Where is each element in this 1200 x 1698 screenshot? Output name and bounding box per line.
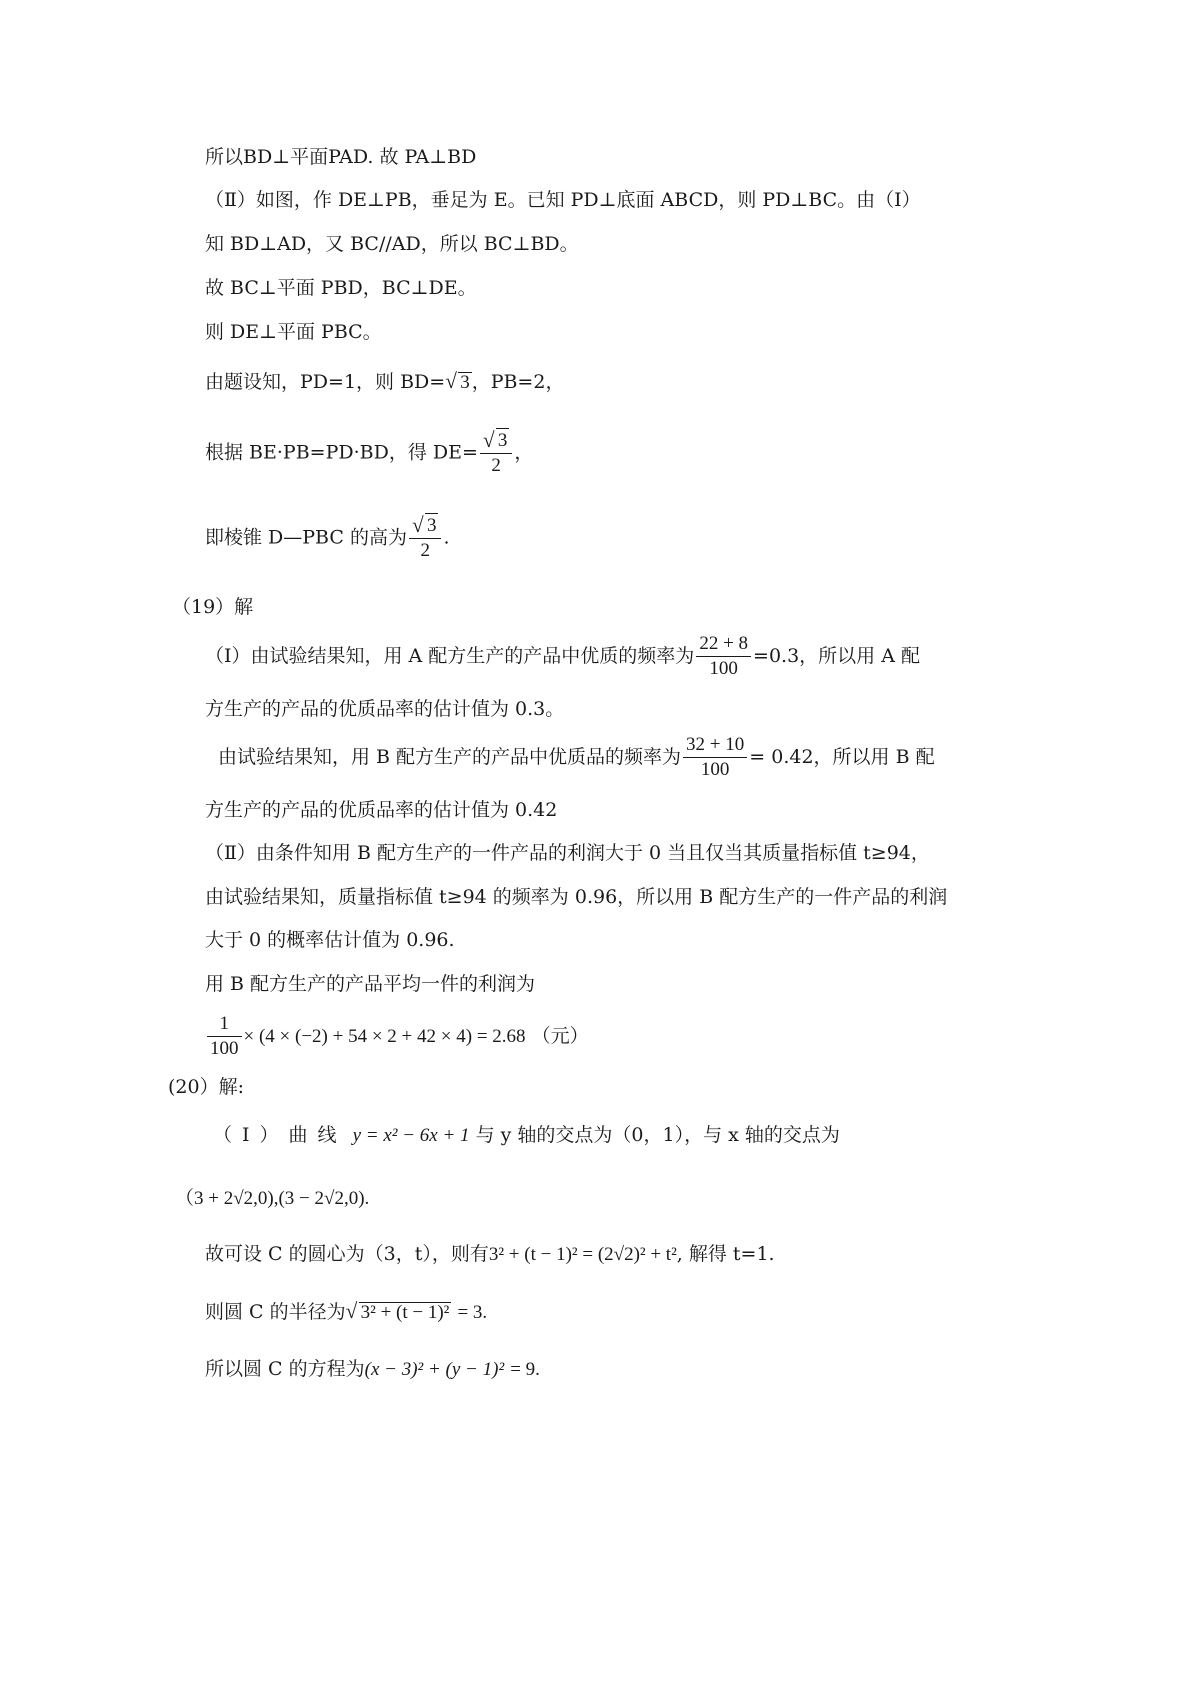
radius-sqrt: √ 3² + (t − 1)²	[346, 1302, 452, 1322]
fraction-one-hundredth: $\frac{1}{100}$	[207, 1012, 242, 1061]
line-19-part2-a: （Ⅱ）由条件知用 B 配方生产的一件产品的利润大于 0 当且仅当其质量指标值 t≥94，	[205, 842, 930, 864]
question-19-heading: （19）解	[172, 596, 254, 618]
line-19-part1-a: （Ⅰ）由试验结果知，用 A 配方生产的产品中优质的频率为 $\frac{22 + 8}{100}$ =0.3，所以用 A 配	[205, 633, 920, 679]
curve-equation: y = x² − 6x + 1	[352, 1125, 470, 1146]
line-bd-perp-pad: 所以BD⊥平面PAD. 故 PA⊥BD	[205, 146, 477, 168]
line-20-part1-a: （Ⅰ）曲线 y = x² − 6x + 1 与 y 轴的交点为（0，1），与 x 轴的交点为	[213, 1124, 840, 1146]
fraction-a-ratio: $\frac{22 + 8}{100}$	[696, 632, 751, 681]
fraction-sqrt3-over-2: √ $\frac{3}{2}$	[480, 428, 513, 478]
line-given-lengths: 由题设知，PD=1，则 BD=√ 3 ，PB=2，	[205, 372, 564, 392]
line-20-x-intercepts: （3 + 2√2,0),(3 − 2√2,0).	[175, 1188, 370, 1209]
circle-standard-form: (x − 3)² + (y − 1)²	[364, 1359, 505, 1380]
line-20-center: 故可设 C 的圆心为（3，t），则有3² + (t − 1)² = (2√2)² + t², 解得 t=1.	[205, 1243, 775, 1265]
line-19-profit-calc: $\frac{1}{100}$ × (4 × (−2) + 54 × 2 + 42 × 4) = 2.68 （元）	[205, 1012, 589, 1061]
question-20-heading: (20）解:	[168, 1076, 244, 1098]
line-19-part2-c: 大于 0 的概率估计值为 0.96.	[205, 929, 455, 951]
line-de-value: 根据 BE·PB=PD·BD，得 DE= √ $\frac{3}{2}$ ，	[205, 428, 533, 478]
line-19-part1-b: 由试验结果知，用 B 配方生产的产品中优质品的频率为 $\frac{32 + 10}{100}$ = 0.42，所以用 B 配	[218, 734, 935, 780]
line-19-part1-b-est: 方生产的产品的优质品率的估计值为 0.42	[205, 799, 558, 821]
sqrt-three: √ 3	[445, 372, 472, 392]
line-part2-intro: （Ⅱ）如图，作 DE⊥PB，垂足为 E。已知 PD⊥底面 ABCD，则 PD⊥BC。由（Ⅰ）	[205, 189, 921, 211]
line-19-part1-a-est: 方生产的产品的优质品率的估计值为 0.3。	[205, 698, 565, 720]
line-19-part2-b: 由试验结果知，质量指标值 t≥94 的频率为 0.96，所以用 B 配方生产的一件产品的利润	[205, 886, 948, 908]
fraction-b-ratio: $\frac{32 + 10}{100}$	[683, 733, 747, 782]
line-19-avg-profit: 用 B 配方生产的产品平均一件的利润为	[205, 973, 536, 995]
line-20-radius: 则圆 C 的半径为√ 3² + (t − 1)² = 3.	[205, 1302, 487, 1322]
line-de-perp-plane: 则 DE⊥平面 PBC。	[205, 321, 382, 343]
line-bd-perp-ad: 知 BD⊥AD，又 BC//AD，所以 BC⊥BD。	[205, 233, 579, 255]
line-pyramid-height: 即棱锥 D—PBC 的高为 √ $\frac{3}{2}$ .	[205, 513, 450, 563]
center-equation: 3² + (t − 1)² = (2√2)² + t²	[488, 1244, 677, 1265]
line-20-circle-equation: 所以圆 C 的方程为(x − 3)² + (y − 1)² = 9.	[205, 1358, 540, 1380]
line-bc-perp-plane: 故 BC⊥平面 PBD，BC⊥DE。	[205, 277, 477, 299]
fraction-height: √ $\frac{3}{2}$	[409, 513, 442, 563]
